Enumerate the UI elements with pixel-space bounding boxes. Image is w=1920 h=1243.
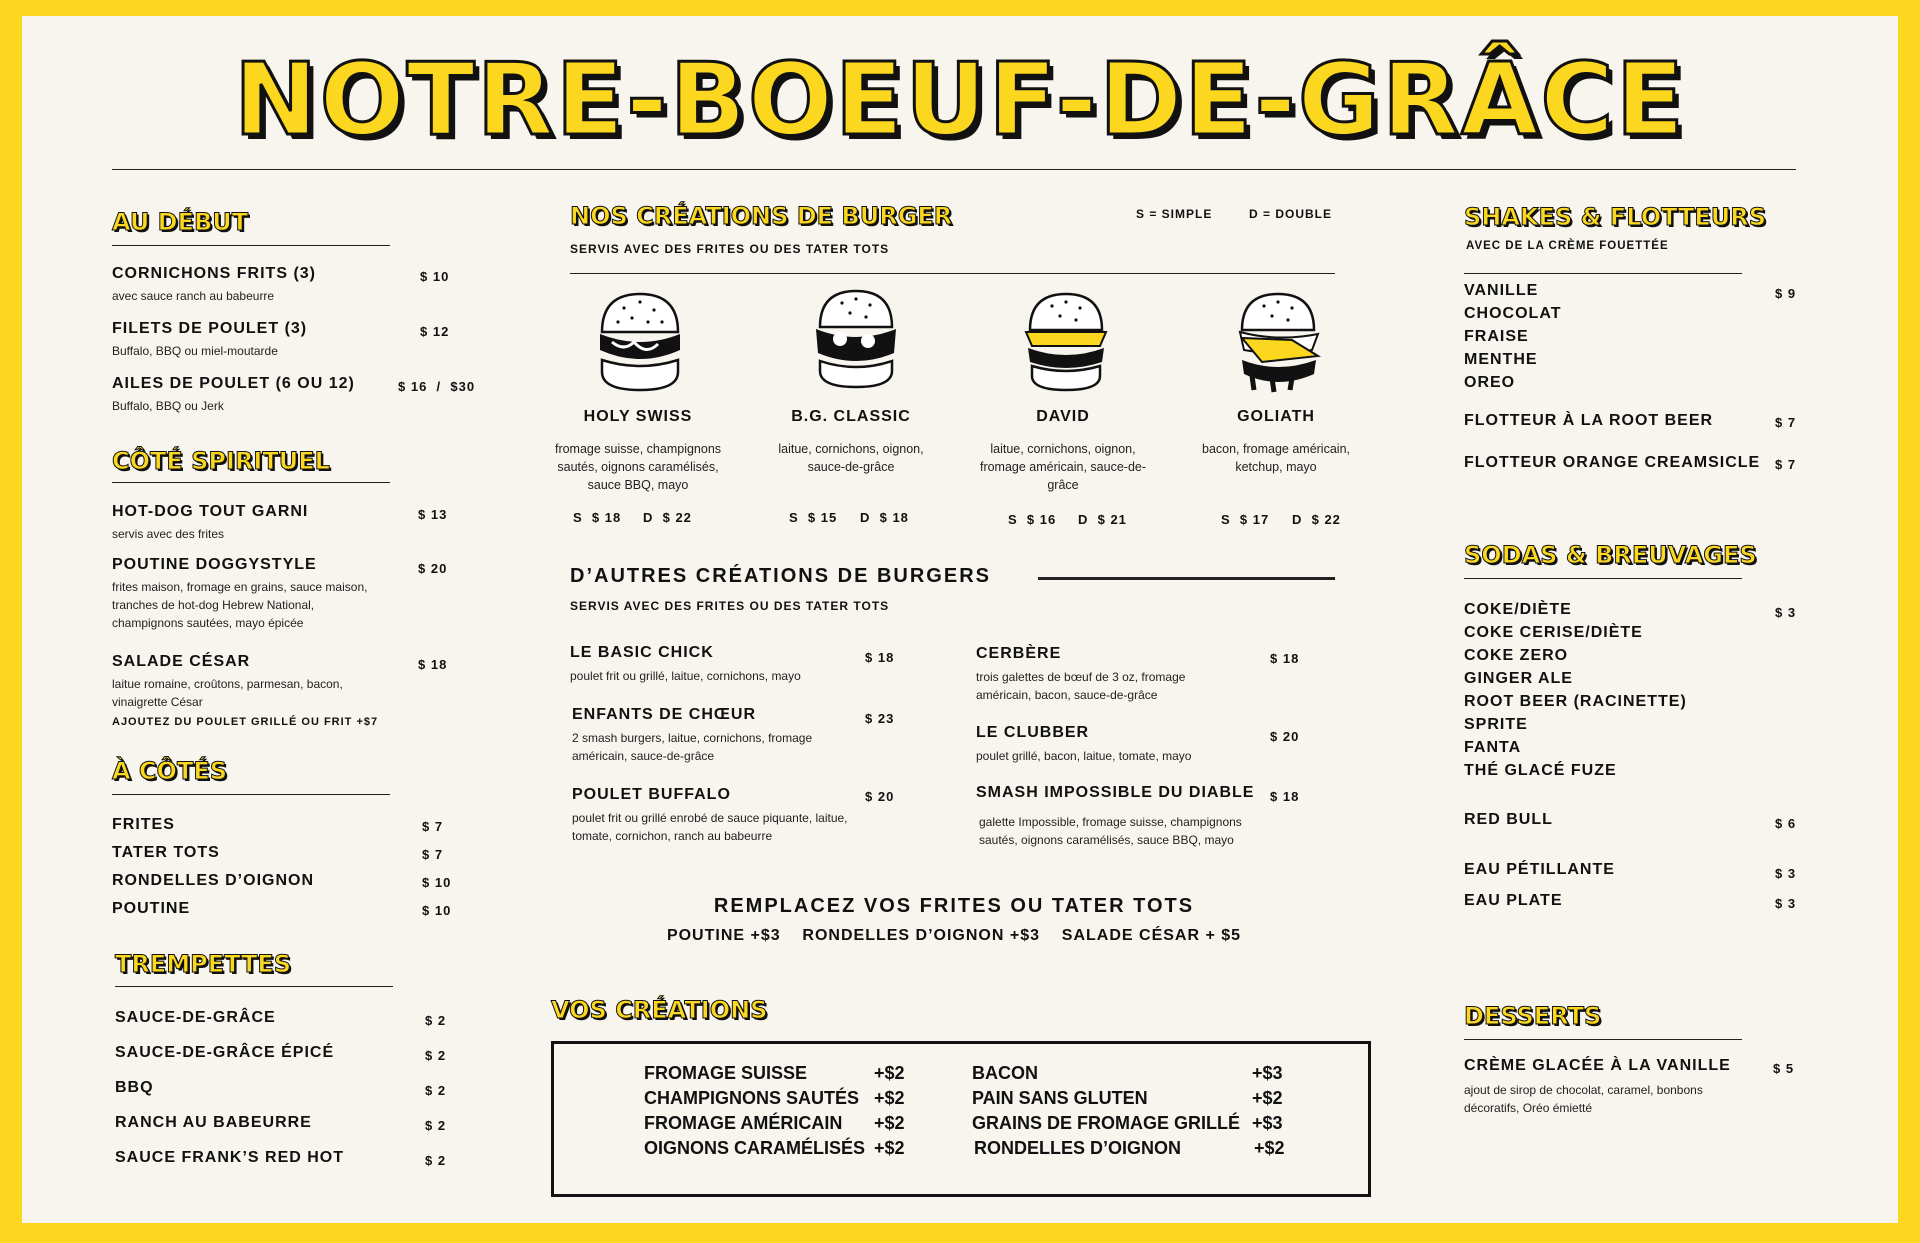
menu-item-name: LE BASIC CHICK xyxy=(570,644,714,661)
burger-desc: laitue, cornichons, oignon, fromage américain, sauce-de-grâce xyxy=(979,442,1147,492)
flavor-item: VANILLE xyxy=(1464,282,1539,299)
menu-item-desc: ajout de sirop de chocolat, caramel, bonbons décoratifs, Oréo émietté xyxy=(1464,1083,1703,1115)
menu-item-desc: 2 smash burgers, laitue, cornichons, fromage américain, sauce-de-grâce xyxy=(572,731,813,763)
menu-item-desc: Buffalo, BBQ ou miel-moutarde xyxy=(112,344,278,358)
add-on-name: FROMAGE AMÉRICAIN xyxy=(644,1113,843,1133)
menu-item-price: $ 2 xyxy=(425,1048,447,1063)
menu-item-name: EAU PÉTILLANTE xyxy=(1464,861,1615,878)
burger-price-simple: S $ 16 xyxy=(1008,512,1057,527)
burger-price-simple: S $ 15 xyxy=(789,510,838,525)
menu-item-desc: avec sauce ranch au babeurre xyxy=(112,289,275,303)
add-on-price: +$3 xyxy=(1252,1063,1283,1083)
menu-item-price: $ 18 xyxy=(418,657,448,672)
menu-item-price: $ 6 xyxy=(1775,816,1797,831)
drink-item: SPRITE xyxy=(1464,716,1528,733)
menu-item-name: BBQ xyxy=(115,1079,154,1096)
add-on-price: +$2 xyxy=(874,1063,905,1083)
menu-item-price: $ 12 xyxy=(420,324,450,339)
flavor-item: OREO xyxy=(1464,374,1516,391)
add-on-name: OIGNONS CARAMÉLISÉS xyxy=(644,1138,866,1158)
legend-double: D = DOUBLE xyxy=(1249,207,1333,221)
au-debut-divider xyxy=(112,245,390,246)
flavor-item: MENTHE xyxy=(1464,351,1538,368)
soda-price: $ 3 xyxy=(1775,605,1797,620)
add-on-price: +$2 xyxy=(874,1113,905,1133)
burger-price-double: D $ 22 xyxy=(643,510,692,525)
menu-item-name: RANCH AU BABEURRE xyxy=(115,1114,312,1131)
menu-item-price: $ 2 xyxy=(425,1118,447,1133)
burger-david-icon xyxy=(1020,290,1112,395)
menu-item-price: $ 2 xyxy=(425,1083,447,1098)
burger-name: GOLIATH xyxy=(1237,408,1315,425)
burger-price-double: D $ 18 xyxy=(860,510,909,525)
menu-item-name: FLOTTEUR ORANGE CREAMSICLE xyxy=(1464,454,1761,471)
menu-item-name: FLOTTEUR À LA ROOT BEER xyxy=(1464,412,1714,429)
cote-spirituel-divider xyxy=(112,482,390,483)
title-divider xyxy=(112,169,1796,170)
substitute-heading: REMPLACEZ VOS FRITES OU TATER TOTS xyxy=(713,895,1195,917)
burger-classic-icon xyxy=(810,287,902,392)
burger-creations-subtitle: SERVIS AVEC DES FRITES OU DES TATER TOTS xyxy=(570,242,890,256)
menu-item-price: $ 23 xyxy=(865,711,895,726)
burger-name: DAVID xyxy=(1036,408,1090,425)
sodas-heading: SODAS & BREUVAGES xyxy=(1464,541,1757,569)
restaurant-title: NOTRE-BOEUF-DE-GRÂCE xyxy=(233,41,1687,158)
shake-price: $ 9 xyxy=(1775,286,1797,301)
burger-goliath-icon xyxy=(1232,290,1324,395)
add-on-price: +$2 xyxy=(874,1088,905,1108)
menu-item-price: $ 20 xyxy=(418,561,448,576)
menu-item-desc: poulet grillé, bacon, laitue, tomate, mayo xyxy=(976,749,1192,763)
menu-item-desc: frites maison, fromage en grains, sauce maison, tranches de hot-dog Hebrew National, champignons sautées, mayo épicée xyxy=(112,580,368,630)
burger-name: HOLY SWISS xyxy=(583,408,693,425)
menu-item-name: POULET BUFFALO xyxy=(572,786,731,803)
menu-item-name: SAUCE-DE-GRÂCE ÉPICÉ xyxy=(115,1044,335,1061)
drink-item: GINGER ALE xyxy=(1464,670,1573,687)
menu-item-name: RONDELLES D’OIGNON xyxy=(112,872,315,889)
menu-item-price: $ 2 xyxy=(425,1013,447,1028)
menu-item-price: $ 10 xyxy=(422,903,452,918)
menu-item-desc: galette Impossible, fromage suisse, champignons sautés, oignons caramélisés, sauce BBQ, mayo xyxy=(979,815,1242,847)
menu-item-name: SALADE CÉSAR xyxy=(112,653,251,670)
other-burgers-heading: D’AUTRES CRÉATIONS DE BURGERS xyxy=(570,565,991,587)
legend-simple: S = SIMPLE xyxy=(1136,207,1213,221)
menu-item-price: $ 18 xyxy=(1270,789,1300,804)
menu-item-price: $ 10 xyxy=(422,875,452,890)
menu-item-price: $ 20 xyxy=(865,789,895,804)
menu-item-desc: trois galettes de bœuf de 3 oz, fromage américain, bacon, sauce-de-grâce xyxy=(976,670,1186,702)
cote-spirituel-heading: CÔTÉ SPIRITUEL xyxy=(112,447,330,475)
add-chicken-note: AJOUTEZ DU POULET GRILLÉ OU FRIT +$7 xyxy=(112,716,379,728)
menu-item-price: $ 3 xyxy=(1775,896,1797,911)
menu-item-desc: poulet frit ou grillé enrobé de sauce piquante, laitue, tomate, cornichon, ranch au babeurre xyxy=(572,811,848,843)
burger-creations-heading: NOS CRÉATIONS DE BURGER xyxy=(570,202,953,230)
add-on-price: +$3 xyxy=(1252,1113,1283,1133)
drink-item: COKE/DIÈTE xyxy=(1464,601,1572,618)
burger-desc: fromage suisse, champignons sautés, oignons caramélisés, sauce BBQ, mayo xyxy=(554,442,722,492)
menu-item-name: FILETS DE POULET (3) xyxy=(112,320,308,337)
add-on-price: +$2 xyxy=(874,1138,905,1158)
menu-item-desc: servis avec des frites xyxy=(112,527,225,541)
add-on-name: BACON xyxy=(972,1063,1038,1083)
menu-item-price: $ 10 xyxy=(420,269,450,284)
drink-item: FANTA xyxy=(1464,739,1522,756)
vos-creations-heading: VOS CRÉATIONS xyxy=(551,996,768,1024)
burger-price-simple: S $ 18 xyxy=(573,510,622,525)
drink-item: COKE CERISE/DIÈTE xyxy=(1464,624,1643,641)
menu-item-price: $ 7 xyxy=(1775,457,1797,472)
flavor-item: CHOCOLAT xyxy=(1464,305,1562,322)
menu-item-price: $ 13 xyxy=(418,507,448,522)
menu-item-desc: Buffalo, BBQ ou Jerk xyxy=(112,399,224,413)
menu-item-price: $ 18 xyxy=(1270,651,1300,666)
substitute-options: POUTINE +$3 RONDELLES D’OIGNON +$3 SALADE CÉSAR + $5 xyxy=(666,927,1242,944)
menu-item-price: $ 20 xyxy=(1270,729,1300,744)
drink-item: THÉ GLACÉ FUZE xyxy=(1464,762,1617,779)
trempettes-heading: TREMPETTES xyxy=(115,950,292,978)
add-on-name: CHAMPIGNONS SAUTÉS xyxy=(644,1088,860,1108)
menu-item-name: SMASH IMPOSSIBLE DU DIABLE xyxy=(976,784,1255,801)
menu-item-name: CRÈME GLACÉE À LA VANILLE xyxy=(1464,1057,1731,1074)
menu-item-name: POUTINE xyxy=(112,900,191,917)
menu-item-name: ENFANTS DE CHŒUR xyxy=(572,706,757,723)
burger-desc: laitue, cornichons, oignon, sauce-de-grâce xyxy=(778,442,924,474)
burger-swiss-icon xyxy=(594,290,686,395)
menu-item-price: $ 16 / $30 xyxy=(398,379,476,394)
desserts-heading: DESSERTS xyxy=(1464,1002,1602,1030)
menu-item-name: FRITES xyxy=(112,816,175,833)
add-on-price: +$2 xyxy=(1252,1088,1283,1108)
menu-item-price: $ 2 xyxy=(425,1153,447,1168)
menu-item-desc: laitue romaine, croûtons, parmesan, bacon, vinaigrette César xyxy=(112,677,343,709)
other-burgers-rule xyxy=(1038,577,1335,580)
shakes-subtitle: AVEC DE LA CRÈME FOUETTÉE xyxy=(1466,240,1669,252)
menu-item-name: TATER TOTS xyxy=(112,844,220,861)
menu-item-name: EAU PLATE xyxy=(1464,892,1563,909)
trempettes-divider xyxy=(115,986,393,987)
flavor-item: FRAISE xyxy=(1464,328,1529,345)
other-burgers-subtitle: SERVIS AVEC DES FRITES OU DES TATER TOTS xyxy=(570,599,890,613)
menu-item-price: $ 7 xyxy=(1775,415,1797,430)
menu-item-price: $ 7 xyxy=(422,847,444,862)
sodas-divider xyxy=(1464,578,1742,579)
a-cotes-heading: À CÔTÉS xyxy=(112,757,227,785)
add-on-name: FROMAGE SUISSE xyxy=(644,1063,808,1083)
menu-item-desc: poulet frit ou grillé, laitue, cornichons, mayo xyxy=(570,669,801,683)
shakes-heading: SHAKES & FLOTTEURS xyxy=(1464,203,1767,231)
add-on-name: GRAINS DE FROMAGE GRILLÉ xyxy=(972,1113,1241,1133)
burger-price-double: D $ 22 xyxy=(1292,512,1341,527)
menu-item-name: SAUCE FRANK’S RED HOT xyxy=(115,1149,345,1166)
burger-desc: bacon, fromage américain, ketchup, mayo xyxy=(1202,442,1350,474)
drink-item: COKE ZERO xyxy=(1464,647,1569,664)
menu-item-name: SAUCE-DE-GRÂCE xyxy=(115,1009,276,1026)
menu-item-price: $ 5 xyxy=(1773,1061,1795,1076)
burger-creations-divider xyxy=(570,273,1335,274)
add-on-name: PAIN SANS GLUTEN xyxy=(972,1088,1148,1108)
a-cotes-divider xyxy=(112,794,390,795)
add-on-name: RONDELLES D’OIGNON xyxy=(974,1138,1182,1158)
burger-price-simple: S $ 17 xyxy=(1221,512,1270,527)
menu-item-name: HOT-DOG TOUT GARNI xyxy=(112,503,309,520)
au-debut-heading: AU DÉBUT xyxy=(112,208,249,236)
add-on-price: +$2 xyxy=(1254,1138,1285,1158)
menu-item-name: AILES DE POULET (6 OU 12) xyxy=(112,375,355,392)
shakes-divider xyxy=(1464,273,1742,274)
menu-item-name: RED BULL xyxy=(1464,811,1553,828)
menu-item-name: CERBÈRE xyxy=(976,645,1062,662)
drink-item: ROOT BEER (RACINETTE) xyxy=(1464,693,1687,710)
menu-item-name: CORNICHONS FRITS (3) xyxy=(112,265,316,282)
menu-item-price: $ 7 xyxy=(422,819,444,834)
menu-item-price: $ 18 xyxy=(865,650,895,665)
menu-item-name: POUTINE DOGGYSTYLE xyxy=(112,556,317,573)
burger-name: B.G. CLASSIC xyxy=(791,408,911,425)
desserts-divider xyxy=(1464,1039,1742,1040)
menu-item-name: LE CLUBBER xyxy=(976,724,1090,741)
burger-price-double: D $ 21 xyxy=(1078,512,1127,527)
menu-item-price: $ 3 xyxy=(1775,866,1797,881)
